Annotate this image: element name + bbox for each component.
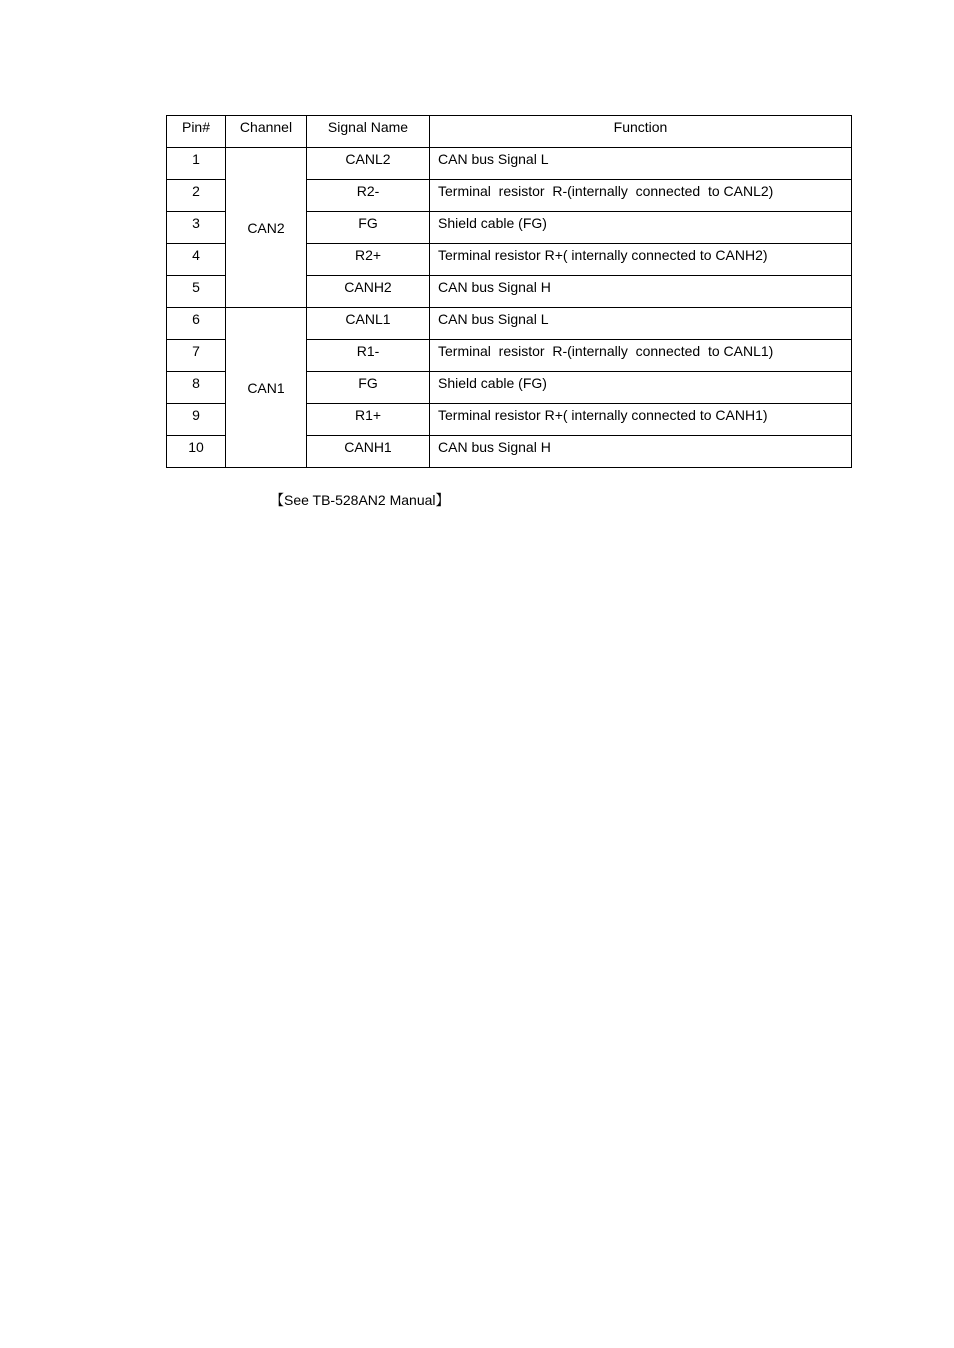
- cell-pin: 5: [167, 276, 226, 308]
- cell-channel: CAN1: [226, 308, 307, 468]
- cell-pin: 4: [167, 244, 226, 276]
- cell-function: CAN bus Signal H: [430, 436, 852, 468]
- header-channel: Channel: [226, 116, 307, 148]
- cell-function: Shield cable (FG): [430, 372, 852, 404]
- cell-function: CAN bus Signal L: [430, 308, 852, 340]
- table-row: [167, 148, 852, 180]
- header-pin: Pin#: [167, 116, 226, 148]
- table-body: [167, 148, 852, 468]
- cell-function: CAN bus Signal H: [430, 276, 852, 308]
- header-function: Function: [430, 116, 852, 148]
- manual-reference-caption: 【See TB-528AN2 Manual】: [270, 492, 450, 508]
- cell-pin: 8: [167, 372, 226, 404]
- cell-signal-name: R2+: [307, 244, 430, 276]
- table-row: [167, 308, 852, 340]
- cell-pin: 9: [167, 404, 226, 436]
- cell-signal-name: R1-: [307, 340, 430, 372]
- cell-function: CAN bus Signal L: [430, 148, 852, 180]
- cell-signal-name: CANL1: [307, 308, 430, 340]
- cell-pin: 2: [167, 180, 226, 212]
- table-header-row: [167, 116, 852, 148]
- cell-signal-name: FG: [307, 212, 430, 244]
- cell-signal-name: R2-: [307, 180, 430, 212]
- cell-pin: 7: [167, 340, 226, 372]
- cell-channel: CAN2: [226, 148, 307, 308]
- cell-signal-name: CANH1: [307, 436, 430, 468]
- cell-function: Shield cable (FG): [430, 212, 852, 244]
- cell-function: Terminal resistor R+( internally connected to CANH2): [430, 244, 852, 276]
- cell-pin: 1: [167, 148, 226, 180]
- cell-signal-name: R1+: [307, 404, 430, 436]
- cell-signal-name: FG: [307, 372, 430, 404]
- cell-signal-name: CANL2: [307, 148, 430, 180]
- cell-pin: 10: [167, 436, 226, 468]
- cell-signal-name: CANH2: [307, 276, 430, 308]
- cell-function: Terminal resistor R+( internally connected to CANH1): [430, 404, 852, 436]
- cell-function: Terminal resistor R-(internally connected to CANL1): [430, 340, 852, 372]
- cell-pin: 3: [167, 212, 226, 244]
- cell-function: Terminal resistor R-(internally connected to CANL2): [430, 180, 852, 212]
- cell-pin: 6: [167, 308, 226, 340]
- header-signal-name: Signal Name: [307, 116, 430, 148]
- pin-assignment-table: [166, 115, 852, 468]
